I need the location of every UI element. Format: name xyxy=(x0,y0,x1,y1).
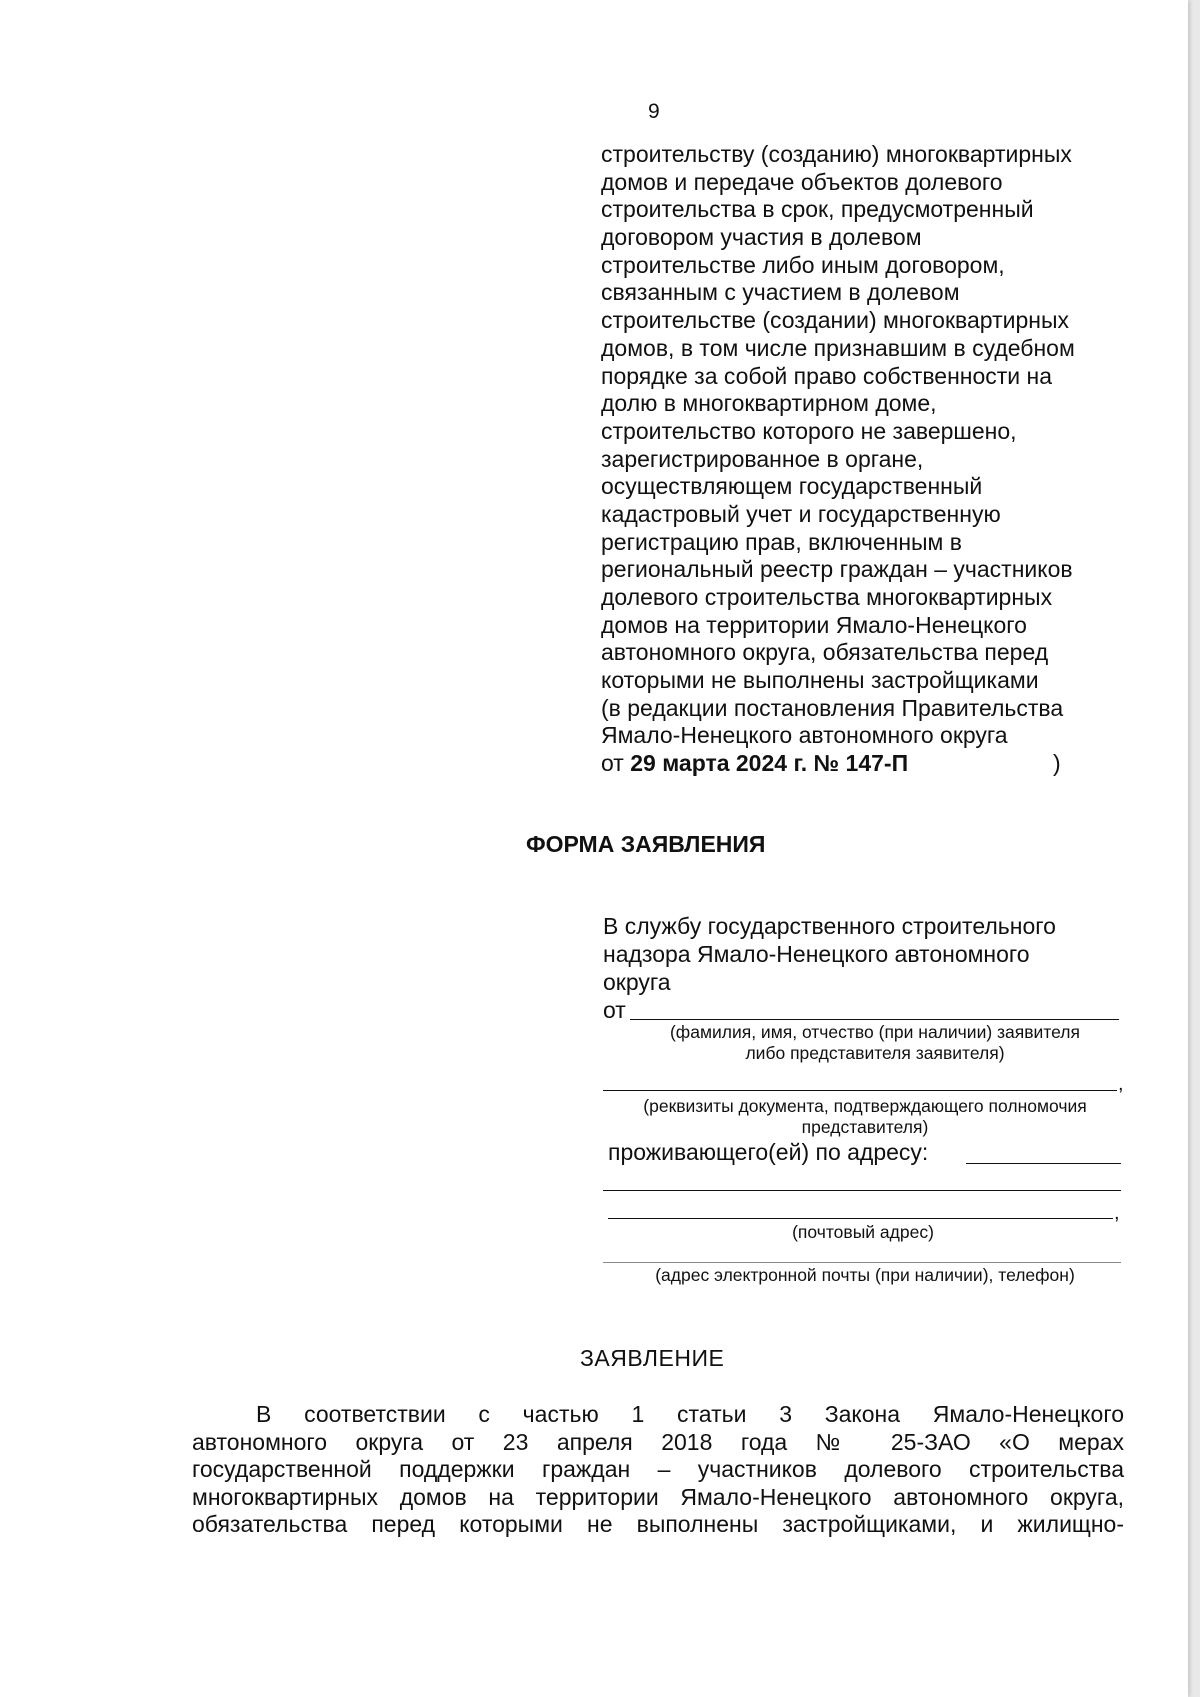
appendix-line: строительству (созданию) многоквартирных xyxy=(601,141,1072,167)
document-requisites-line[interactable] xyxy=(603,1090,1117,1091)
appendix-line: которыми не выполнены застройщиками xyxy=(601,667,1039,694)
appendix-line: кадастровый учет и государственную xyxy=(601,500,1001,527)
address-comma: , xyxy=(1114,1202,1120,1224)
appendix-line: домов, в том числе признавшим в судебном xyxy=(601,334,1075,361)
caption-name-2: либо представителя заявителя) xyxy=(745,1043,1005,1063)
statement-title: ЗАЯВЛЕНИЕ xyxy=(580,1345,725,1371)
appendix-line: региональный реестр граждан – участников xyxy=(601,556,1073,583)
amendment-date-value: 29 марта 2024 г. № 147-П xyxy=(630,750,909,777)
appendix-line: связанным с участием в долевом xyxy=(601,279,960,306)
from-label: от xyxy=(603,997,626,1023)
appendix-line: строительстве либо иным договором, xyxy=(601,251,1005,278)
addressee-line: В службу государственного строительного xyxy=(603,913,1056,939)
appendix-line: автономного округа, обязательства перед xyxy=(601,639,1049,666)
body-line: обязательства перед которыми не выполнены застройщиками, и жилищно- xyxy=(192,1511,1124,1537)
caption-contact: (адрес электронной почты (при наличии), телефон) xyxy=(655,1265,1075,1285)
applicant-name-line[interactable] xyxy=(630,1019,1119,1020)
body-line: многоквартирных домов на территории Ямало-Ненецкого автономного округа, xyxy=(192,1483,1124,1510)
address-line-2[interactable] xyxy=(603,1190,1121,1191)
addressee-line: округа xyxy=(603,969,671,995)
address-line-3[interactable] xyxy=(608,1218,1113,1219)
appendix-line: долю в многоквартирном доме, xyxy=(601,390,937,417)
contact-line[interactable] xyxy=(603,1262,1121,1263)
appendix-line: договором участия в долевом xyxy=(601,224,922,251)
addressee-block xyxy=(603,912,1123,996)
appendix-line: долевого строительства многоквартирных xyxy=(601,584,1053,610)
amendment-date-prefix: от xyxy=(601,750,631,777)
appendix-line: строительстве (создании) многоквартирных xyxy=(601,307,1069,334)
caption-doc-2: представителя) xyxy=(801,1117,929,1137)
body-line: автономного округа от 23 апреля 2018 года № 25-ЗАО «О мерах xyxy=(192,1428,1124,1455)
appendix-header xyxy=(601,141,1141,778)
appendix-line: (в редакции постановления Правительства xyxy=(601,694,1064,721)
appendix-line: домов на территории Ямало-Ненецкого xyxy=(601,611,1027,638)
appendix-line: Ямало-Ненецкого автономного округа xyxy=(601,722,1008,749)
addressee-line: надзора Ямало-Ненецкого автономного xyxy=(603,941,1030,967)
statement-body xyxy=(192,1401,1124,1539)
amendment-close-paren: ) xyxy=(1053,750,1061,777)
page-number: 9 xyxy=(648,100,660,123)
caption-doc-1: (реквизиты документа, подтверждающего полномочия xyxy=(643,1096,1087,1116)
requisites-comma: , xyxy=(1118,1073,1124,1095)
residence-label: проживающего(ей) по адресу: xyxy=(608,1139,929,1165)
appendix-line: регистрацию прав, включенным в xyxy=(601,528,962,555)
body-line: В соответствии с частью 1 статьи 3 Закона Ямало-Ненецкого xyxy=(256,1401,1124,1427)
appendix-line: осуществляющем государственный xyxy=(601,473,983,500)
amendment-date-line xyxy=(601,750,1141,778)
caption-postal: (почтовый адрес) xyxy=(792,1222,934,1242)
address-line-1[interactable] xyxy=(966,1163,1121,1164)
appendix-line: зарегистрированное в органе, xyxy=(601,445,924,472)
appendix-line: строительства в срок, предусмотренный xyxy=(601,196,1034,223)
form-title: ФОРМА ЗАЯВЛЕНИЯ xyxy=(526,831,766,857)
caption-name-1: (фамилия, имя, отчество (при наличии) заявителя xyxy=(669,1022,1080,1042)
appendix-line: порядке за собой право собственности на xyxy=(601,362,1053,389)
body-line: государственной поддержки граждан – участников долевого строительства xyxy=(192,1456,1124,1482)
appendix-line: строительство которого не завершено, xyxy=(601,417,1017,444)
appendix-line: домов и передаче объектов долевого xyxy=(601,168,1003,195)
